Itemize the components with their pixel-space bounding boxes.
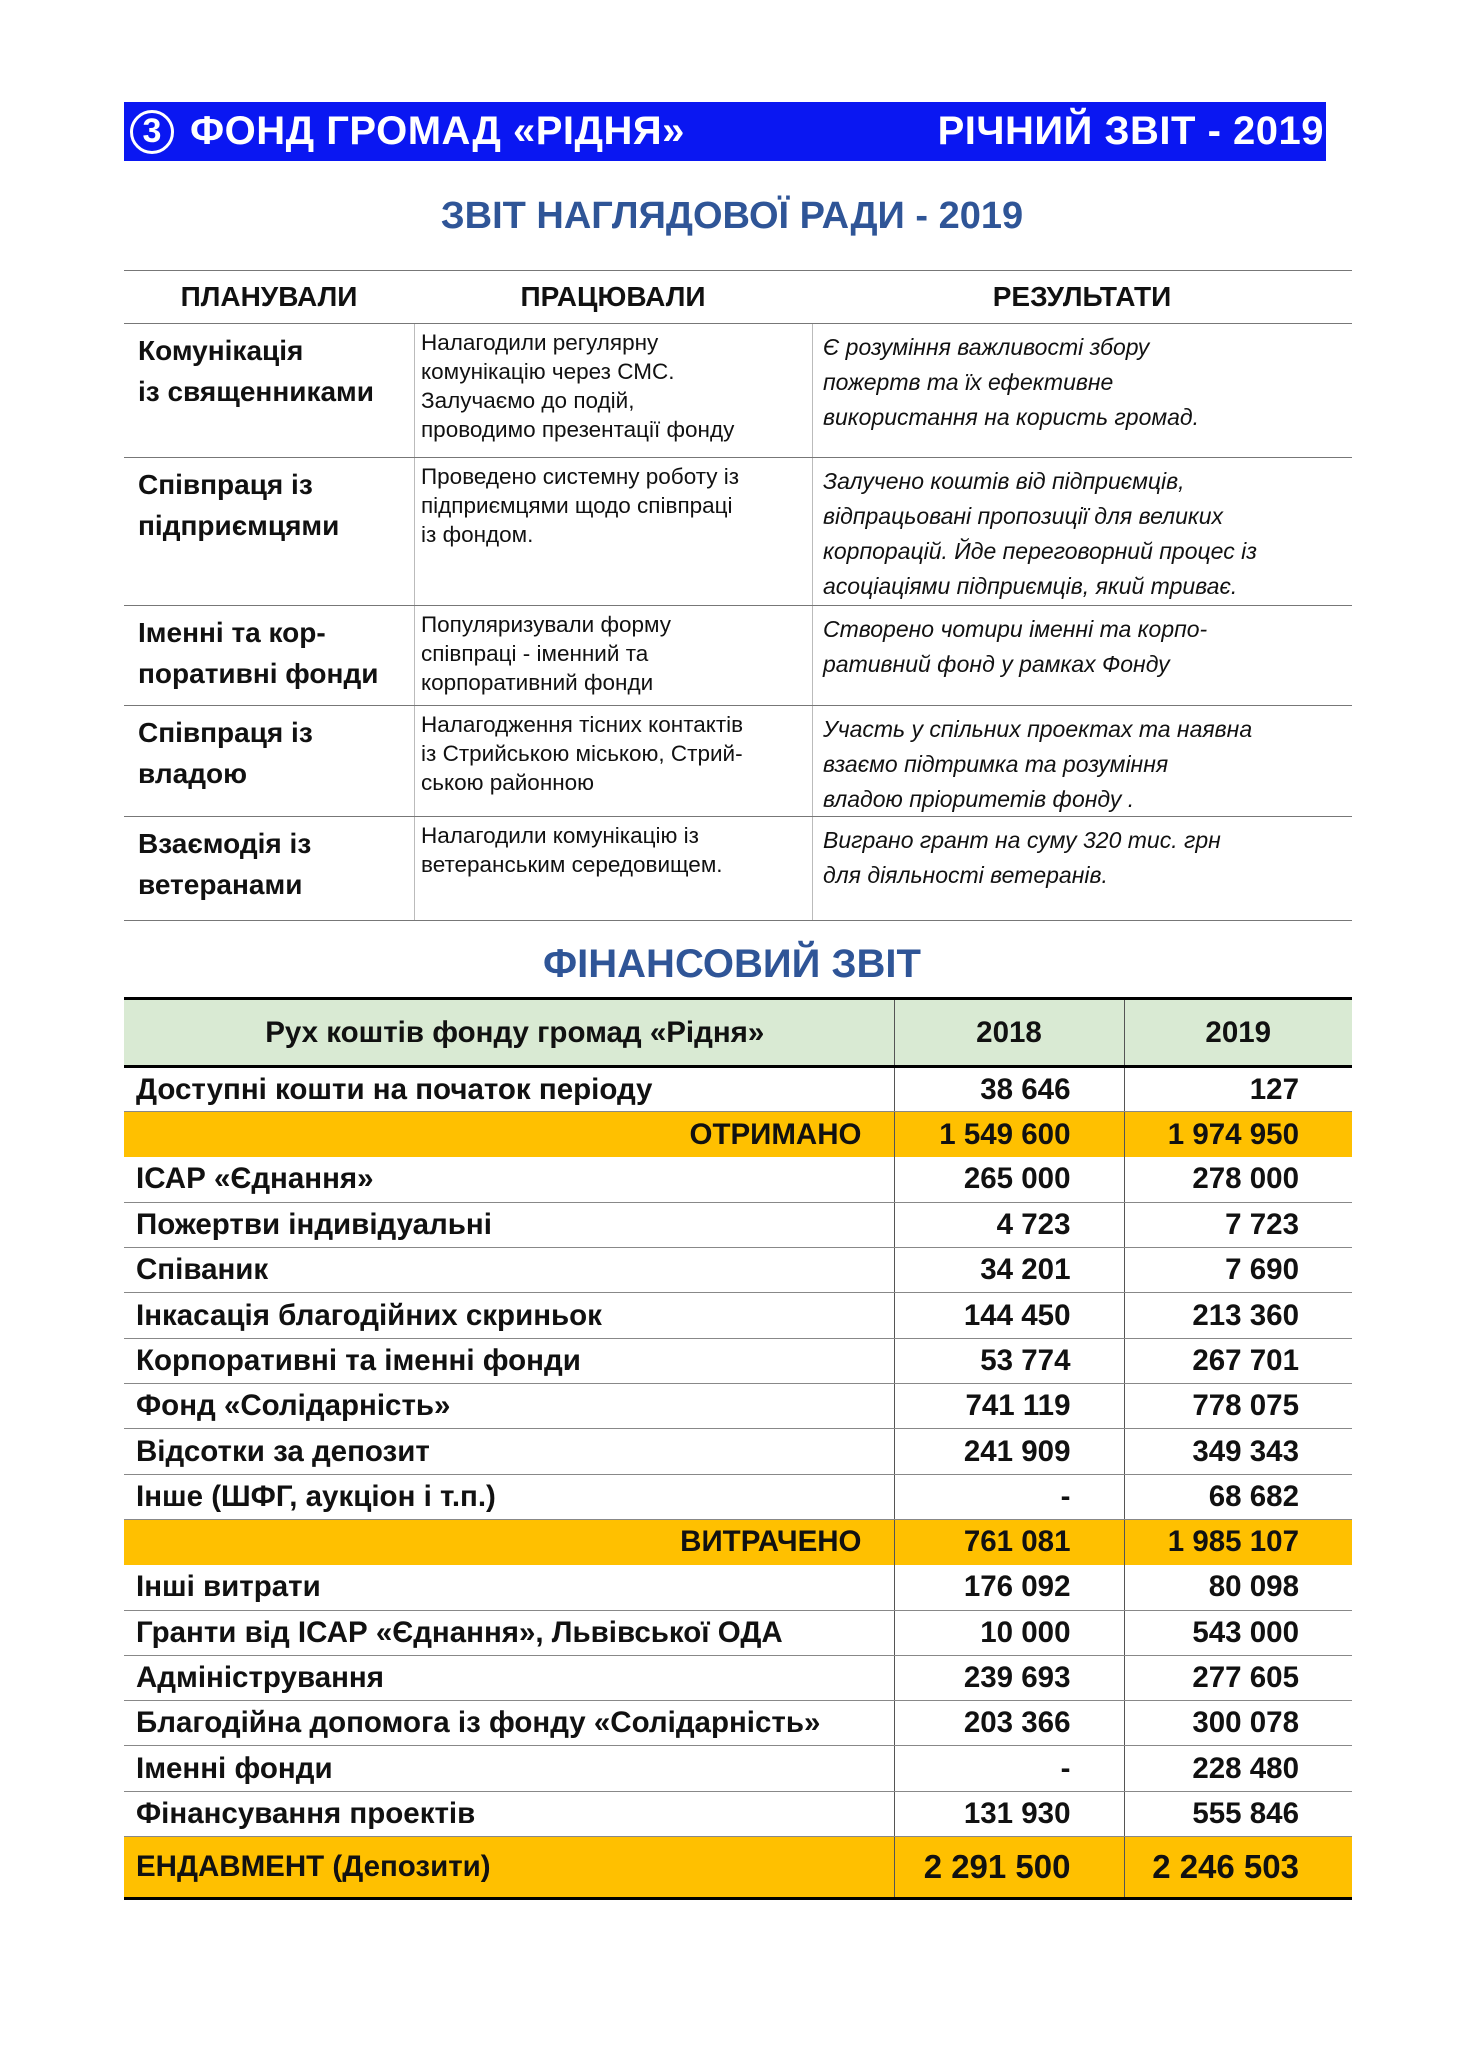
row-label: Гранти від ІСАР «Єднання», Львівської ОДА [124, 1610, 894, 1655]
value-2019: 7 723 [1124, 1202, 1352, 1247]
worked-cell [414, 706, 812, 816]
table-row [124, 1474, 1352, 1519]
financial-report-table [124, 997, 1352, 1900]
report-name: РІЧНИЙ ЗВІТ - 2019 [937, 109, 1324, 153]
worked-cell [414, 324, 812, 457]
value-2018: - [894, 1746, 1124, 1791]
board-report-table [124, 270, 1352, 921]
result-cell [812, 458, 1352, 605]
row-label: ІСАР «Єднання» [124, 1157, 894, 1202]
value-2018: 4 723 [894, 1202, 1124, 1247]
financial-table-header [124, 999, 1352, 1067]
value-2019: 267 701 [1124, 1338, 1352, 1383]
value-2019: 349 343 [1124, 1429, 1352, 1474]
table-row [124, 1248, 1352, 1293]
table-row [124, 1202, 1352, 1247]
row-label: Доступні кошти на початок періоду [124, 1067, 894, 1112]
page-number-badge: 3 [130, 110, 174, 154]
planned-cell [124, 706, 414, 816]
planned-cell-line: владою [138, 758, 247, 789]
result-cell-line: пожертв та їх ефективне [823, 369, 1114, 395]
row-label: Корпоративні та іменні фонди [124, 1338, 894, 1383]
row-label: ОТРИМАНО [124, 1112, 894, 1157]
organization-name: ФОНД ГРОМАД «РІДНЯ» [190, 109, 685, 153]
result-cell-line: відпрацьовані пропозиції для великих [823, 503, 1224, 529]
value-2019: 300 078 [1124, 1701, 1352, 1746]
result-cell-line: асоціаціями підприємців, який триває. [823, 573, 1238, 599]
worked-cell [414, 606, 812, 705]
value-2019: 278 000 [1124, 1157, 1352, 1202]
row-label: Інкасація благодійних скриньок [124, 1293, 894, 1338]
planned-cell-line: Комунікація [138, 335, 304, 366]
row-label: Співаник [124, 1248, 894, 1293]
result-cell [812, 606, 1352, 705]
value-2018: 203 366 [894, 1701, 1124, 1746]
planned-cell-line: ветеранами [138, 869, 303, 900]
worked-cell-line: Популяризували форму [421, 612, 672, 637]
result-cell-line: Створено чотири іменні та корпо- [823, 616, 1208, 642]
result-cell-line: Є розуміння важливості збору [823, 334, 1150, 360]
board-report-header [124, 270, 1352, 324]
result-cell-line: Участь у спільних проектах та наявна [823, 716, 1253, 742]
value-2019: 555 846 [1124, 1791, 1352, 1836]
column-header-worked: ПРАЦЮВАЛИ [520, 281, 706, 312]
header-year-2019: 2019 [1124, 999, 1352, 1067]
worked-cell-line: Налагодили регулярну [421, 330, 659, 355]
worked-cell-line: Налагодження тісних контактів [421, 712, 744, 737]
board-report-row [124, 706, 1352, 817]
worked-cell-line: корпоративний фонди [421, 670, 654, 695]
planned-cell [124, 324, 414, 457]
value-2019: 1 974 950 [1124, 1112, 1352, 1157]
value-2018: 241 909 [894, 1429, 1124, 1474]
board-report-title: ЗВІТ НАГЛЯДОВОЇ РАДИ - 2019 [440, 195, 1024, 237]
value-2018: 741 119 [894, 1384, 1124, 1429]
planned-cell-line: підприємцями [138, 510, 340, 541]
worked-cell-line: із Стрийською міською, Стрий- [421, 741, 743, 766]
result-cell-line: Залучено коштів від підприємців, [823, 468, 1185, 494]
report-banner [124, 102, 1326, 161]
table-row [124, 1565, 1352, 1610]
board-report-row [124, 324, 1352, 458]
row-label: Інше (ШФГ, аукціон і т.п.) [124, 1474, 894, 1519]
result-cell-line: для діяльності ветеранів. [823, 862, 1108, 888]
result-cell-line: корпорацій. Йде переговорний процес із [823, 538, 1257, 564]
financial-report-title: ФІНАНСОВИЙ ЗВІТ [543, 942, 921, 986]
table-row [124, 1655, 1352, 1700]
planned-cell-line: Взаємодія із [138, 828, 312, 859]
table-row [124, 1429, 1352, 1474]
planned-cell-line: поративні фонди [138, 658, 379, 689]
row-label: Інші витрати [124, 1565, 894, 1610]
value-2019: 68 682 [1124, 1474, 1352, 1519]
result-cell-line: владою пріоритетів фонду . [823, 786, 1135, 812]
worked-cell [414, 817, 812, 920]
row-label: Відсотки за депозит [124, 1429, 894, 1474]
row-label: Фінансування проектів [124, 1791, 894, 1836]
value-2018: - [894, 1474, 1124, 1519]
table-row [124, 1610, 1352, 1655]
row-label: ЕНДАВМЕНТ (Депозити) [124, 1837, 894, 1899]
planned-cell-line: Іменні та кор- [138, 617, 326, 648]
value-2018: 265 000 [894, 1157, 1124, 1202]
row-label: Адміністрування [124, 1655, 894, 1700]
board-report-rows [124, 324, 1352, 921]
worked-cell-line: комунікацію через СМС. [421, 359, 675, 384]
value-2019: 127 [1124, 1067, 1352, 1112]
value-2018: 176 092 [894, 1565, 1124, 1610]
row-label: Пожертви індивідуальні [124, 1202, 894, 1247]
value-2019: 778 075 [1124, 1384, 1352, 1429]
column-header-planned: ПЛАНУВАЛИ [180, 281, 358, 312]
result-cell-line: взаємо підтримка та розуміння [823, 751, 1169, 777]
value-2018: 10 000 [894, 1610, 1124, 1655]
worked-cell-line: підприємцями щодо співпраці [421, 493, 733, 518]
column-header-results: РЕЗУЛЬТАТИ [992, 281, 1172, 312]
row-label: Благодійна допомога із фонду «Солідарність» [124, 1701, 894, 1746]
value-2018: 239 693 [894, 1655, 1124, 1700]
worked-cell-line: із фондом. [421, 522, 534, 547]
worked-cell [414, 458, 812, 605]
subtotal-row [124, 1519, 1352, 1564]
row-label: Фонд «Солідарність» [124, 1384, 894, 1429]
table-row [124, 1791, 1352, 1836]
value-2018: 144 450 [894, 1293, 1124, 1338]
value-2019: 543 000 [1124, 1610, 1352, 1655]
value-2018: 2 291 500 [894, 1837, 1124, 1899]
value-2019: 228 480 [1124, 1746, 1352, 1791]
value-2018: 38 646 [894, 1067, 1124, 1112]
header-year-2018: 2018 [894, 999, 1124, 1067]
planned-cell-line: Співпраця із [138, 717, 313, 748]
planned-cell-line: із священниками [138, 376, 374, 407]
planned-cell [124, 817, 414, 920]
value-2019: 213 360 [1124, 1293, 1352, 1338]
result-cell-line: Виграно грант на суму 320 тис. грн [823, 827, 1221, 853]
planned-cell [124, 458, 414, 605]
value-2018: 53 774 [894, 1338, 1124, 1383]
table-row [124, 1067, 1352, 1112]
table-row [124, 1157, 1352, 1202]
board-report-row [124, 817, 1352, 921]
worked-cell-line: Налагодили комунікацію із [421, 823, 699, 848]
board-report-row [124, 606, 1352, 706]
total-row [124, 1837, 1352, 1899]
value-2018: 761 081 [894, 1519, 1124, 1564]
header-description: Рух коштів фонду громад «Рідня» [124, 999, 894, 1067]
board-report-row [124, 458, 1352, 606]
value-2018: 131 930 [894, 1791, 1124, 1836]
value-2018: 34 201 [894, 1248, 1124, 1293]
value-2019: 7 690 [1124, 1248, 1352, 1293]
worked-cell-line: Залучаємо до подій, [421, 388, 635, 413]
subtotal-row [124, 1112, 1352, 1157]
table-row [124, 1701, 1352, 1746]
planned-cell [124, 606, 414, 705]
value-2019: 1 985 107 [1124, 1519, 1352, 1564]
worked-cell-line: ветеранським середовищем. [421, 852, 723, 877]
result-cell [812, 324, 1352, 457]
table-row [124, 1338, 1352, 1383]
table-row [124, 1293, 1352, 1338]
value-2019: 80 098 [1124, 1565, 1352, 1610]
worked-cell-line: проводимо презентації фонду [421, 417, 735, 442]
row-label: ВИТРАЧЕНО [124, 1519, 894, 1564]
value-2018: 1 549 600 [894, 1112, 1124, 1157]
planned-cell-line: Співпраця із [138, 469, 313, 500]
table-row [124, 1746, 1352, 1791]
value-2019: 2 246 503 [1124, 1837, 1352, 1899]
value-2019: 277 605 [1124, 1655, 1352, 1700]
row-label: Іменні фонди [124, 1746, 894, 1791]
result-cell-line: використання на користь громад. [823, 404, 1200, 430]
worked-cell-line: ською районною [421, 770, 595, 795]
result-cell [812, 706, 1352, 816]
table-row [124, 1384, 1352, 1429]
result-cell [812, 817, 1352, 920]
worked-cell-line: співпраці - іменний та [421, 641, 649, 666]
worked-cell-line: Проведено системну роботу із [421, 464, 740, 489]
result-cell-line: ративний фонд у рамках Фонду [823, 651, 1170, 677]
